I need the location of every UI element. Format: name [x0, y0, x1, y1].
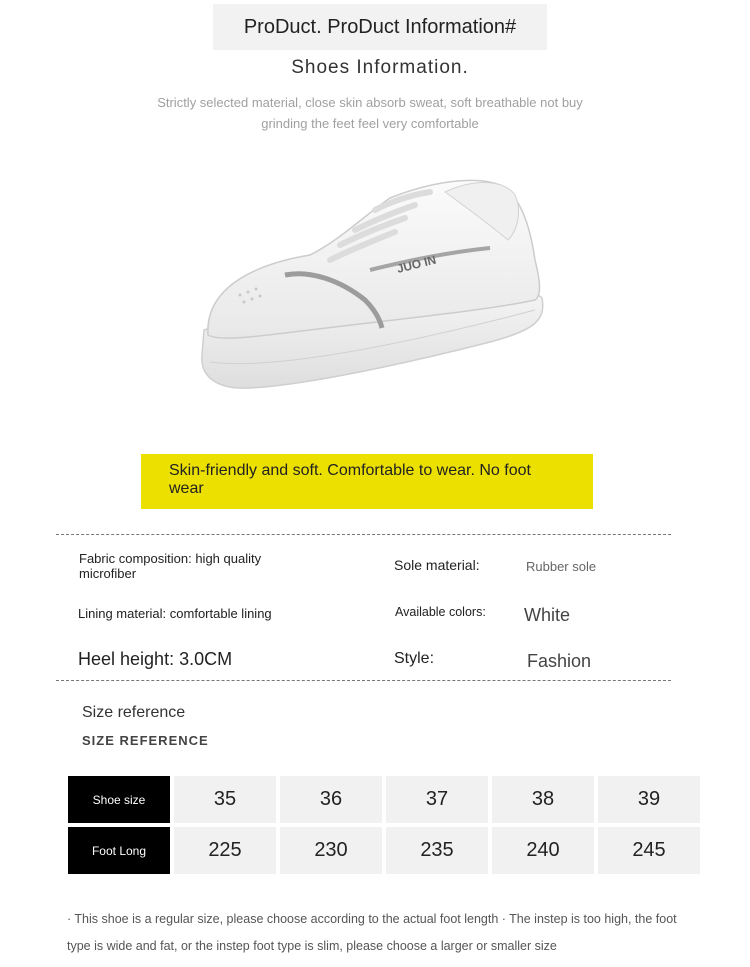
table-cell: 225 — [174, 827, 276, 874]
description-line-2: grinding the feet feel very comfortable — [261, 116, 479, 131]
table-cell: 37 — [386, 776, 488, 823]
spec-colors-value: White — [524, 605, 571, 625]
shoe-logo-text: JUO IN — [395, 252, 438, 276]
spec-sole-value: Rubber sole — [526, 559, 597, 574]
table-row — [68, 827, 700, 874]
row-header-foot-long: Foot Long — [68, 827, 170, 874]
product-description — [120, 92, 620, 134]
divider-bottom — [56, 680, 671, 681]
spec-colors-label: Available colors: — [395, 605, 486, 619]
shoe-image — [190, 170, 560, 410]
size-table — [68, 776, 700, 878]
size-reference-title: Size reference — [82, 704, 186, 721]
table-cell: 38 — [492, 776, 594, 823]
size-note: · This shoe is a regular size, please choose according to the actual foot length · The instep is too high, the foot type is wide and fat, or the instep foot type is slim, please choose a larger or smaller size — [67, 912, 677, 953]
table-cell: 245 — [598, 827, 700, 874]
spec-heel: Heel height: 3.0CM — [78, 649, 233, 669]
table-cell: 35 — [174, 776, 276, 823]
page-title-box — [213, 4, 547, 50]
spec-style-label: Style: — [394, 650, 435, 667]
table-cell: 240 — [492, 827, 594, 874]
spec-sole-label: Sole material: — [394, 557, 480, 573]
size-reference-subtitle: SIZE REFERENCE — [82, 733, 209, 748]
table-cell: 39 — [598, 776, 700, 823]
table-cell: 230 — [280, 827, 382, 874]
spec-fabric: Fabric composition: high quality microfiber — [79, 551, 262, 581]
spec-lining: Lining material: comfortable lining — [78, 606, 272, 621]
feature-banner: Skin-friendly and soft. Comfortable to wear. No foot wear — [141, 454, 593, 509]
table-row — [68, 776, 700, 823]
table-cell: 36 — [280, 776, 382, 823]
table-cell: 235 — [386, 827, 488, 874]
divider-top — [56, 534, 671, 535]
row-header-shoe-size: Shoe size — [68, 776, 170, 823]
page-title: ProDuct. ProDuct Information# — [243, 15, 517, 38]
section-subtitle: Shoes Information. — [291, 57, 469, 78]
spec-style-value: Fashion — [527, 651, 592, 671]
description-line-1: Strictly selected material, close skin absorb sweat, soft breathable not buy — [157, 95, 583, 110]
